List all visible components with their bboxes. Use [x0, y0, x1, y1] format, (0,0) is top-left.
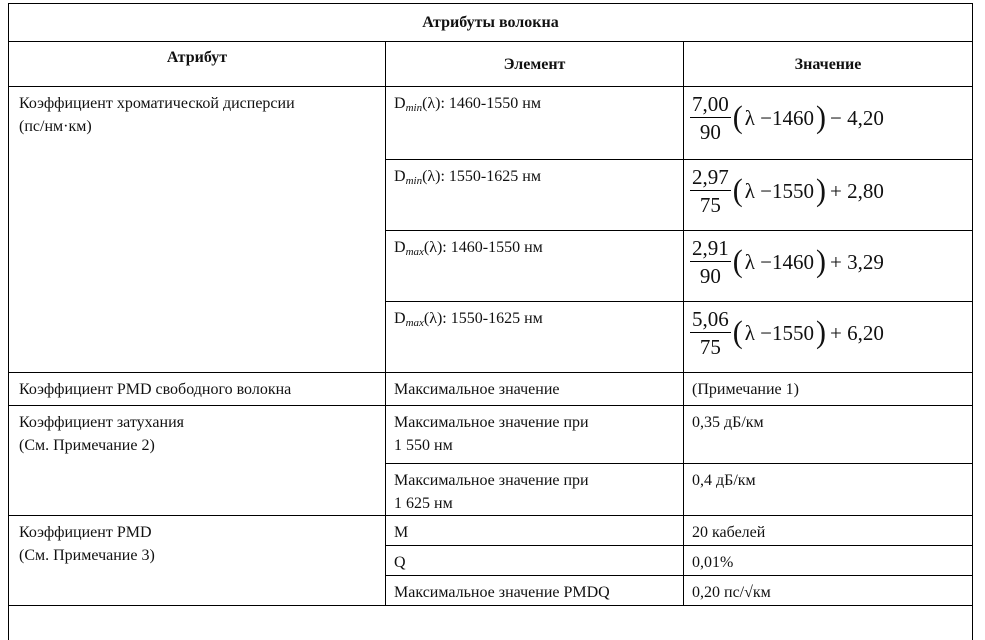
value-formula-1: $\frac{7,00}{90}$ ( λ −1460 ) − 4,20 — [684, 87, 973, 160]
attr-pmd-free: Коэффициент PMD свободного волокна — [9, 373, 386, 406]
attr-attenuation — [9, 406, 386, 516]
value-formula-2: $\frac{2,97}{75}$ ( λ −1550 ) + 2,80 — [684, 160, 973, 231]
attr-dispersion — [9, 87, 386, 373]
attr-dispersion-unit: (пс/нм·км) — [19, 118, 92, 135]
element-pmd-q: Q — [386, 546, 684, 576]
element-attenuation-1550: Максимальное значение при 1 550 нм — [386, 406, 684, 464]
attr-pmd-name: Коэффициент PMD — [19, 524, 152, 541]
element-pmd-m: M — [386, 516, 684, 546]
header-attribute: Атрибут — [9, 42, 386, 87]
document-page — [8, 3, 972, 619]
table-title: Атрибуты волокна — [9, 4, 973, 42]
table-footer-row — [9, 606, 973, 640]
element-dmin-1460: $D_{min}(\lambda)$: 1460-1550 нм — [386, 87, 684, 160]
header-element: Элемент — [386, 42, 684, 87]
header-value: Значение — [684, 42, 973, 87]
element-dmax-1550: $D_{max}(\lambda)$: 1550-1625 нм — [386, 302, 684, 373]
attr-dispersion-name: Коэффициент хроматической дисперсии — [19, 95, 295, 112]
value-formula-4: $\frac{5,06}{75}$ ( λ −1550 ) + 6,20 — [684, 302, 973, 373]
fiber-attributes-table — [8, 3, 973, 640]
element-pmdq-max: Максимальное значение PMDQ — [386, 576, 684, 606]
attr-pmd-note: (См. Примечание 3) — [19, 547, 155, 564]
attr-attenuation-note: (См. Примечание 2) — [19, 437, 155, 454]
value-pmd-free: (Примечание 1) — [684, 373, 973, 406]
element-pmd-free: Максимальное значение — [386, 373, 684, 406]
value-formula-3: $\frac{2,91}{90}$ ( λ −1460 ) + 3,29 — [684, 231, 973, 302]
element-dmax-1460: $D_{max}(\lambda)$: 1460-1550 нм — [386, 231, 684, 302]
element-dmin-1550: $D_{min}(\lambda)$: 1550-1625 нм — [386, 160, 684, 231]
attr-pmd — [9, 516, 386, 606]
value-pmd-q: 0,01% — [684, 546, 973, 576]
value-attenuation-1625: 0,4 дБ/км — [684, 464, 973, 516]
attr-attenuation-name: Коэффициент затухания — [19, 414, 184, 431]
element-attenuation-1625: Максимальное значение при 1 625 нм — [386, 464, 684, 516]
value-pmdq-max: 0,20 пс/√км — [684, 576, 973, 606]
value-attenuation-1550: 0,35 дБ/км — [684, 406, 973, 464]
value-pmd-m: 20 кабелей — [684, 516, 973, 546]
